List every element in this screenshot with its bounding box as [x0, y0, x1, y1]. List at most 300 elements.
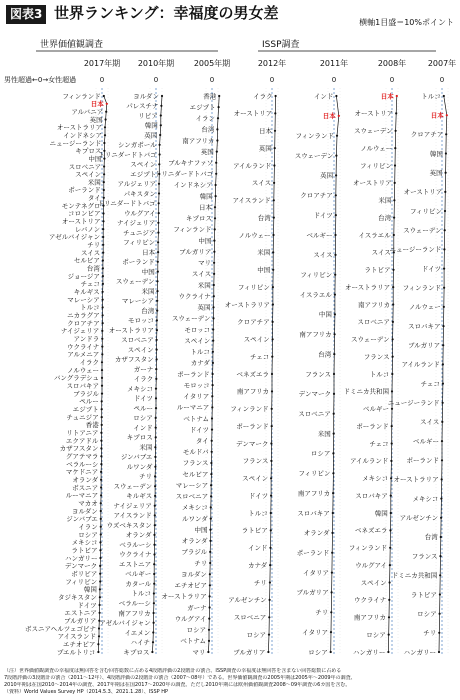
country-label: ハンガリー: [65, 554, 98, 563]
ranking-column: [25, 58, 120, 656]
data-point: [153, 612, 155, 614]
data-point: [393, 234, 395, 236]
data-point: [153, 553, 155, 555]
country-label: ポーランド: [68, 186, 101, 195]
country-label: ブルガリア: [407, 341, 441, 350]
data-point: [154, 466, 156, 468]
data-point: [102, 267, 104, 269]
country-label: トリニダードトバゴ: [98, 150, 157, 159]
data-point: [334, 333, 336, 335]
data-point: [209, 573, 211, 575]
country-label: アルゼンチン: [399, 514, 439, 523]
country-label: スロバキア: [297, 509, 330, 518]
country-label: モロッコ: [184, 325, 211, 334]
country-label: スイス: [419, 418, 440, 427]
data-point: [156, 300, 158, 302]
data-point: [272, 321, 274, 323]
data-point: [100, 463, 102, 465]
country-label: タイ: [195, 437, 209, 445]
country-label: オーストリア: [353, 179, 392, 188]
country-label: アイルランド: [401, 360, 440, 369]
data-point: [444, 191, 446, 193]
data-point: [208, 629, 210, 631]
data-point: [438, 651, 440, 653]
data-point: [216, 128, 218, 130]
data-point: [216, 139, 218, 141]
ranking-column: [295, 58, 348, 656]
data-point: [442, 325, 444, 327]
country-label: タイ: [87, 194, 101, 203]
data-point: [100, 526, 102, 528]
country-label: インドネシア: [173, 181, 213, 190]
data-point: [102, 306, 104, 308]
country-label: ドイツ: [421, 264, 442, 273]
data-point: [153, 534, 155, 536]
data-point: [100, 455, 102, 457]
data-point: [444, 210, 446, 212]
data-point: [439, 555, 441, 557]
data-point: [158, 183, 160, 185]
data-point: [209, 540, 211, 542]
data-point: [331, 572, 333, 574]
country-label: スロバキア: [355, 491, 388, 500]
country-label: ハンガリー: [403, 648, 436, 657]
ranking-columns: [25, 58, 456, 656]
data-point: [99, 580, 101, 582]
country-label: ニカラグア: [67, 311, 100, 320]
data-point: [389, 581, 391, 583]
data-point: [271, 390, 273, 392]
country-label: ポーランド: [236, 422, 269, 431]
data-point: [101, 338, 103, 340]
country-label: マケドニア: [65, 468, 99, 477]
data-point: [211, 417, 213, 419]
data-point: [160, 114, 162, 116]
data-point: [153, 622, 155, 624]
country-label: ドイツ: [248, 491, 269, 500]
data-point: [102, 283, 104, 285]
data-point: [332, 512, 334, 514]
data-point: [273, 217, 275, 219]
country-label: ニュージーランド: [49, 139, 102, 148]
data-point: [212, 351, 214, 353]
data-point: [441, 478, 443, 480]
country-label: ベネズエラ: [236, 370, 269, 379]
country-label: フィリピン: [360, 161, 392, 170]
country-label: チリ: [194, 559, 208, 568]
data-point: [99, 549, 101, 551]
data-point: [210, 495, 212, 497]
figure-badge: 図表3: [6, 5, 46, 24]
country-label: イタリア: [183, 392, 210, 401]
country-label: 英国: [320, 171, 334, 180]
column-label: 2012年: [257, 59, 287, 68]
data-point: [272, 303, 274, 305]
data-point: [99, 557, 101, 559]
country-label: ブラジル: [73, 389, 99, 398]
data-point: [101, 408, 103, 410]
data-point: [440, 536, 442, 538]
data-point: [155, 427, 157, 429]
country-label: イエメン: [124, 628, 151, 637]
country-label: スロベニア: [68, 162, 102, 171]
data-point: [160, 124, 162, 126]
data-point: [102, 299, 104, 301]
data-point: [157, 241, 159, 243]
country-label: ドミニカ共和国: [343, 387, 389, 396]
data-point: [331, 552, 333, 554]
data-point: [391, 373, 393, 375]
country-label: スロベニア: [175, 492, 209, 501]
data-point: [102, 252, 104, 254]
country-label: フィリピン: [65, 577, 98, 586]
country-label: グアテマラ: [65, 452, 99, 461]
country-label: モンテネグロ: [61, 201, 101, 210]
country-label: チリ: [253, 578, 267, 587]
country-label: 南アフリカ: [353, 613, 386, 622]
country-label: タジキスタン: [58, 593, 97, 602]
country-label: チェコ: [369, 439, 389, 448]
country-label: ウルグアイ: [124, 209, 156, 218]
data-point: [330, 651, 332, 653]
country-label: スウェーデン: [294, 151, 334, 160]
country-label: エクアドル: [65, 436, 99, 445]
country-label: ベルギー: [363, 405, 389, 413]
country-label: 南アフリカ: [236, 387, 269, 396]
data-point: [392, 356, 394, 358]
country-label: ナイジェリア: [113, 502, 152, 510]
country-label: マレーシア: [175, 481, 209, 490]
data-point: [388, 634, 390, 636]
country-label: 台湾: [86, 264, 100, 273]
data-point: [99, 588, 101, 590]
data-point: [211, 406, 213, 408]
data-point: [156, 339, 158, 341]
country-label: フィンランド: [62, 92, 101, 101]
country-label: エストニア: [64, 609, 97, 618]
data-point: [395, 112, 397, 114]
data-point: [161, 95, 163, 97]
data-point: [394, 182, 396, 184]
country-label: 南アフリカ: [297, 489, 331, 498]
country-label: チリ: [87, 241, 101, 250]
country-label: フランス: [242, 457, 269, 466]
country-label: イラン: [195, 114, 215, 123]
axis-legend: 男性超過←0→女性超過: [4, 76, 77, 84]
data-point: [154, 446, 156, 448]
data-point: [156, 280, 158, 282]
data-point: [213, 262, 215, 264]
country-label: ニュージーランド: [387, 399, 440, 407]
country-label: トルコ: [248, 509, 268, 518]
country-label: ハンガリー: [352, 648, 386, 657]
data-point: [335, 174, 337, 176]
country-label: 日本: [322, 112, 336, 121]
country-label: パキスタン: [123, 189, 156, 198]
data-point: [99, 541, 101, 543]
country-label: エチオピア: [63, 640, 96, 649]
data-point: [391, 390, 393, 392]
data-point: [333, 433, 335, 435]
data-point: [269, 564, 271, 566]
data-point: [155, 417, 157, 419]
country-label: マレーシア: [67, 295, 100, 304]
country-label: チリ: [139, 472, 153, 481]
country-label: メキシコ: [71, 538, 98, 547]
data-point: [156, 290, 158, 292]
country-label: フランス: [363, 352, 390, 361]
country-label: ベネズエラ: [355, 526, 388, 535]
data-point: [153, 544, 155, 546]
country-label: カザフスタン: [114, 355, 154, 364]
country-label: フィンランド: [348, 544, 388, 552]
country-label: マリ: [192, 648, 206, 657]
country-label: 日本: [199, 203, 212, 212]
data-point: [334, 254, 336, 256]
data-point: [215, 184, 217, 186]
data-point: [100, 479, 102, 481]
data-point: [212, 340, 214, 342]
country-label: リトアニア: [66, 429, 99, 437]
data-point: [335, 95, 337, 97]
country-label: キルギス: [73, 288, 100, 296]
data-point: [215, 195, 217, 197]
country-label: フィンランド: [402, 284, 442, 292]
data-point: [212, 306, 214, 308]
data-point: [445, 172, 447, 174]
data-point: [101, 416, 103, 418]
data-point: [103, 197, 105, 199]
data-point: [334, 234, 336, 236]
country-label: ボリビア: [71, 570, 98, 578]
data-point: [213, 251, 215, 253]
data-point: [154, 495, 156, 497]
country-label: ロシア: [310, 449, 331, 458]
data-point: [214, 217, 216, 219]
data-point: [270, 460, 272, 462]
country-label: ドイツ: [313, 211, 333, 220]
country-label: チリ: [315, 608, 329, 617]
country-label: 米国: [141, 287, 155, 296]
data-point: [209, 595, 211, 597]
data-point: [217, 117, 219, 119]
ranking-column: [225, 58, 286, 656]
country-label: インド: [248, 544, 268, 552]
group-label-wvs: 世界価値観調査: [40, 40, 104, 50]
data-point: [209, 562, 211, 564]
data-point: [391, 442, 393, 444]
data-point: [212, 317, 214, 319]
data-point: [101, 424, 103, 426]
country-label: フランス: [182, 459, 209, 468]
country-label: イタリア: [302, 568, 329, 577]
country-label: ベルギー: [413, 437, 439, 446]
country-label: ウズベキスタン: [106, 521, 152, 530]
country-label: スウェーデン: [353, 127, 393, 135]
data-point: [330, 611, 332, 613]
country-label: 韓国: [199, 192, 213, 201]
country-label: スイス: [313, 251, 333, 260]
country-label: チュニジア: [123, 228, 156, 237]
data-point: [156, 329, 158, 331]
data-point: [211, 440, 213, 442]
country-label: ウクライナ: [178, 292, 211, 301]
footnote: [4, 668, 456, 696]
country-label: ロシア: [417, 609, 437, 618]
data-point: [333, 373, 335, 375]
country-label: マレーシア: [121, 297, 155, 306]
ranking-column: [155, 58, 230, 656]
country-label: 中国: [257, 266, 271, 274]
data-point: [212, 362, 214, 364]
country-label: 米国: [378, 196, 392, 205]
country-label: ヨルダン: [133, 92, 159, 101]
country-label: アゼルバイジャン: [99, 619, 151, 627]
data-point: [332, 492, 334, 494]
country-label: フランス: [305, 370, 331, 379]
country-label: ペルー: [79, 397, 99, 406]
data-point: [158, 192, 160, 194]
country-label: スイス: [371, 248, 391, 257]
country-label: ルーマニア: [176, 403, 210, 412]
data-point: [330, 631, 332, 633]
country-label: 韓国: [83, 585, 97, 594]
data-point: [100, 432, 102, 434]
data-point: [99, 565, 101, 567]
country-label: キルギス: [126, 492, 153, 501]
data-point: [212, 373, 214, 375]
data-point: [211, 395, 213, 397]
data-point: [103, 189, 105, 191]
country-label: ラトビア: [364, 266, 391, 274]
data-point: [210, 484, 212, 486]
data-point: [445, 133, 447, 135]
footnote-line: （注）世界価値観調査の幸福度は無回答を含む回答総数に占める4段階評価の2段階計の割合、ISSP調査の幸福度は無回答を含まない回答総数に占める: [4, 668, 342, 674]
country-label: イタリア: [302, 628, 328, 637]
data-point: [103, 142, 105, 144]
country-label: ブルガリア: [233, 648, 266, 657]
country-label: スイス: [80, 248, 101, 257]
country-label: エジプト: [130, 170, 157, 179]
country-label: 南アフリカ: [299, 330, 332, 339]
country-label: セルビア: [182, 470, 209, 479]
country-label: ジンバブエ: [66, 515, 98, 524]
country-label: ウルグアイ: [355, 561, 387, 570]
data-point: [154, 524, 156, 526]
column-label: 2011年: [319, 59, 349, 68]
country-label: イスラエル: [358, 231, 391, 240]
series-line: [439, 96, 447, 652]
country-label: デンマーク: [64, 562, 98, 571]
country-label: ブルガリア: [179, 248, 212, 256]
data-point: [272, 286, 274, 288]
country-label: ラトビア: [410, 590, 437, 599]
data-point: [270, 495, 272, 497]
data-point: [207, 651, 209, 653]
country-label: ウクライナ: [66, 342, 100, 351]
data-point: [390, 495, 392, 497]
country-label: ロシア: [186, 626, 206, 634]
data-point: [100, 510, 102, 512]
country-label: カナダ: [190, 359, 210, 368]
country-label: 台湾: [201, 125, 215, 134]
data-point: [102, 236, 104, 238]
country-label: 韓国: [374, 509, 388, 518]
country-label: アルゼンチン: [228, 596, 267, 605]
data-point: [271, 408, 273, 410]
country-label: スロベニア: [298, 410, 331, 418]
country-label: クロアチア: [67, 319, 100, 328]
country-label: オーストリア: [403, 188, 443, 197]
data-point: [156, 319, 158, 321]
data-point: [104, 126, 106, 128]
chart-header: [0, 0, 460, 30]
data-point: [101, 393, 103, 395]
country-label: マリ: [198, 259, 212, 268]
data-point: [103, 181, 105, 183]
data-point: [332, 452, 334, 454]
country-label: ポーランド: [177, 370, 210, 379]
country-label: フランス: [411, 552, 438, 561]
country-label: アイスランド: [113, 511, 152, 520]
zero-tick-label: 0: [99, 76, 105, 84]
country-label: ロシア: [308, 648, 328, 657]
country-label: ガーナ: [187, 603, 207, 612]
data-point: [100, 486, 102, 488]
country-label: カザフスタン: [59, 444, 99, 453]
data-point: [210, 473, 212, 475]
data-point: [151, 651, 153, 653]
country-label: オーストリア: [61, 217, 101, 226]
data-point: [100, 440, 102, 442]
data-point: [209, 529, 211, 531]
country-label: トリニダードトバゴ: [154, 170, 214, 179]
country-label: メキシコ: [127, 384, 153, 393]
country-label: オーストラリア: [345, 283, 391, 292]
country-label: ヨルダン: [181, 570, 207, 579]
data-point: [153, 602, 155, 604]
data-point: [103, 173, 105, 175]
data-point: [101, 361, 103, 363]
country-label: シンガポール: [117, 141, 157, 149]
data-point: [391, 425, 393, 427]
data-point: [334, 294, 336, 296]
country-label: フィンランド: [230, 405, 269, 413]
country-label: 台湾: [424, 533, 438, 542]
country-label: スウェーデン: [403, 226, 442, 235]
data-point: [153, 592, 155, 594]
country-label: ノルウェー: [360, 144, 393, 153]
data-point: [102, 275, 104, 277]
data-point: [446, 114, 448, 116]
country-label: 香港: [85, 421, 99, 430]
data-point: [338, 115, 340, 117]
country-label: スロバキア: [66, 382, 99, 390]
country-label: レバノン: [74, 225, 101, 234]
country-label: イラク: [133, 375, 154, 384]
country-label: ポーランド: [356, 422, 389, 431]
country-label: アルジェリア: [117, 180, 156, 189]
data-point: [156, 310, 158, 312]
data-point: [443, 248, 445, 250]
country-label: ポーランド: [296, 549, 330, 557]
country-label: スイス: [251, 179, 272, 188]
data-point: [209, 584, 211, 586]
data-point: [271, 425, 273, 427]
country-label: クロアチア: [237, 318, 270, 327]
data-point: [99, 596, 101, 598]
data-point: [267, 651, 269, 653]
